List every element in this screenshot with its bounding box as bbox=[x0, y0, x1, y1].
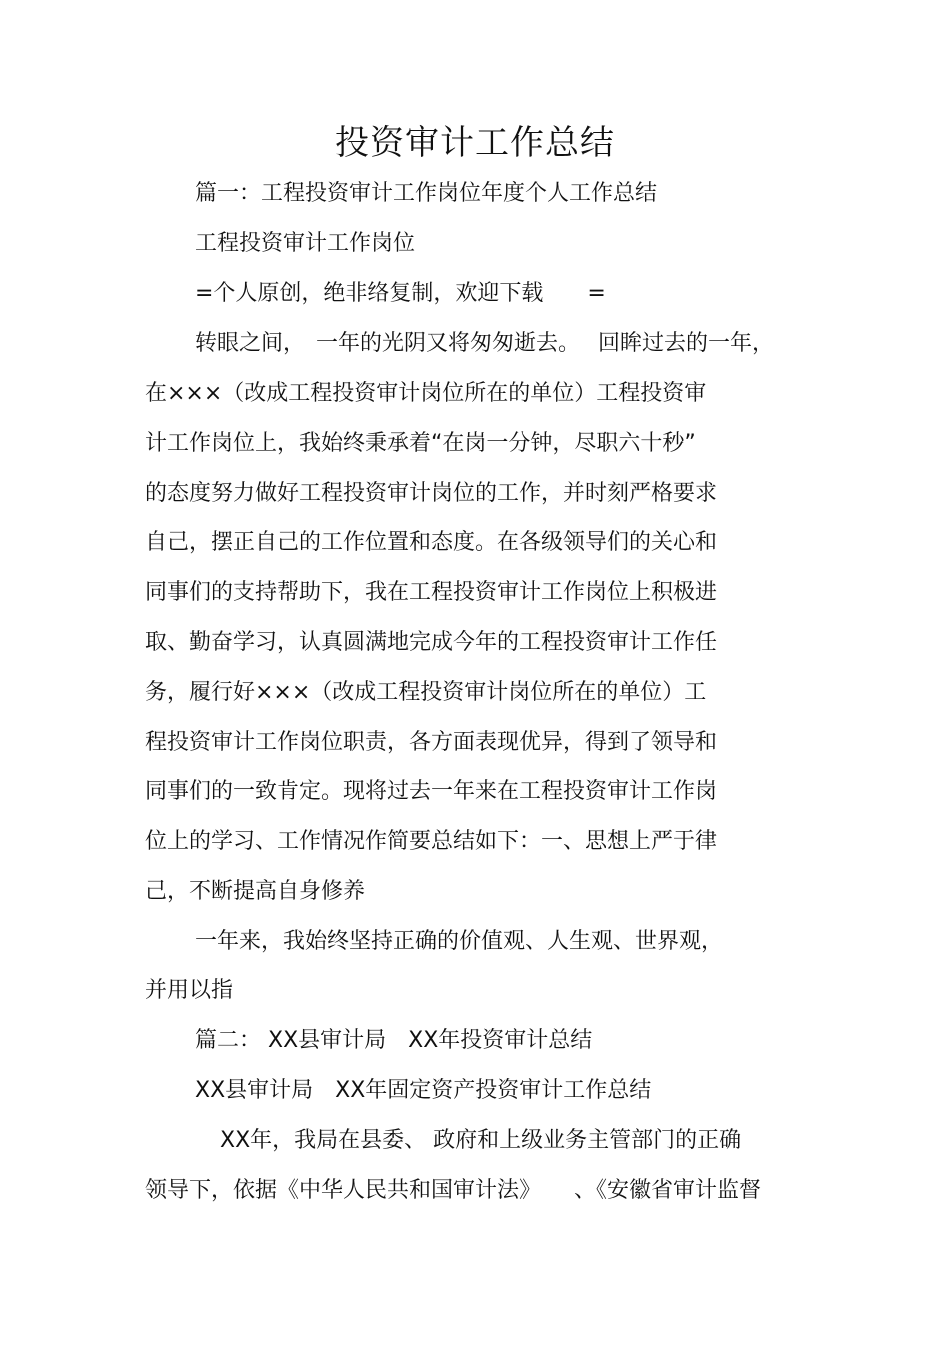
paragraph-line: 计工作岗位上，我始终秉承着“在岗一分钟，尽职六十秒” bbox=[145, 431, 696, 456]
paragraph-line: 同事们的支持帮助下，我在工程投资审计工作岗位上积极进 bbox=[145, 580, 718, 605]
paragraph-line: 位上的学习、工作情况作简要总结如下：一、思想上严于律 bbox=[145, 829, 718, 854]
paragraph-line: 同事们的一致肯定。现将过去一年来在工程投资审计工作岗 bbox=[145, 779, 718, 804]
paragraph-line: 转眼之间， 一年的光阴又将匆匆逝去。 回眸过去的一年， bbox=[195, 331, 774, 356]
paragraph-line: 己，不断提高自身修养 bbox=[145, 879, 366, 904]
paragraph-line: =个人原创，绝非络复制，欢迎下载 = bbox=[195, 281, 606, 306]
paragraph-line: XX年，我局在县委、 政府和上级业务主管部门的正确 bbox=[220, 1128, 742, 1153]
paragraph-line: 的态度努力做好工程投资审计岗位的工作，并时刻严格要求 bbox=[145, 481, 718, 506]
paragraph-line: 程投资审计工作岗位职责，各方面表现优异，得到了领导和 bbox=[145, 730, 718, 755]
section-heading: 篇二： XX县审计局 XX年投资审计总结 bbox=[195, 1028, 593, 1053]
paragraph-line: 一年来，我始终坚持正确的价值观、人生观、世界观， bbox=[195, 929, 724, 954]
paragraph-line: 并用以指 bbox=[145, 978, 234, 1003]
paragraph-line: 篇一：工程投资审计工作岗位年度个人工作总结 bbox=[195, 181, 658, 206]
paragraph-line: 自己，摆正自己的工作位置和态度。在各级领导们的关心和 bbox=[145, 530, 718, 555]
paragraph-line: 领导下，依据《中华人民共和国审计法》 、《安徽省审计监督 bbox=[145, 1178, 762, 1203]
paragraph-line: 在×××（改成工程投资审计岗位所在的单位）工程投资审 bbox=[145, 381, 707, 406]
document-title: 投资审计工作总结 bbox=[335, 123, 615, 163]
paragraph-line: XX县审计局 XX年固定资产投资审计工作总结 bbox=[195, 1078, 652, 1103]
paragraph-line: 工程投资审计工作岗位 bbox=[195, 231, 416, 256]
paragraph-line: 务，履行好×××（改成工程投资审计岗位所在的单位）工 bbox=[145, 680, 707, 705]
paragraph-line: 取、勤奋学习，认真圆满地完成今年的工程投资审计工作任 bbox=[145, 630, 718, 655]
